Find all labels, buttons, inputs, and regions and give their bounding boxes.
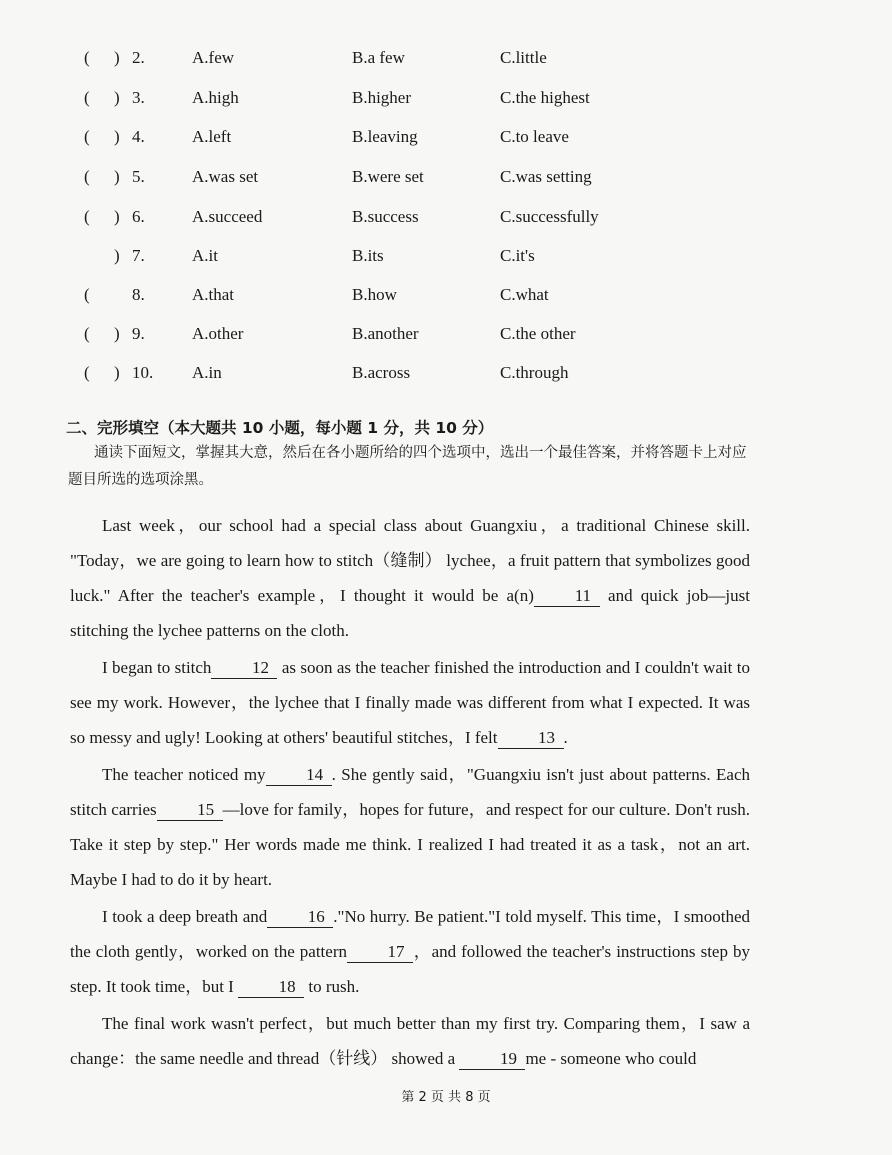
blank-17: 17 [347, 942, 413, 963]
passage-text: The final work wasn't perfect，but much better than my first try. Comparing them，I saw a change：the same needle and thread（针线） showed a [70, 1014, 750, 1068]
blank-11: 11 [534, 586, 600, 607]
blank-18: 18 [238, 977, 304, 998]
passage-paragraph [70, 508, 750, 648]
page-number: 第 2 页 共 8 页 [401, 1090, 491, 1105]
question-number: 8. [132, 285, 145, 304]
option-b: B.a few [352, 48, 405, 67]
paren-close: ) [114, 48, 120, 67]
blank-19: 19 [459, 1049, 525, 1070]
paren-open: ( [84, 127, 90, 146]
passage-paragraph [70, 757, 750, 897]
blank-16: 16 [267, 907, 333, 928]
option-a: A.succeed [192, 207, 263, 226]
option-c: C.it's [500, 246, 535, 265]
option-a: A.that [192, 285, 235, 304]
paren-close: ) [114, 246, 120, 265]
question-row [0, 207, 892, 237]
passage-text: me - someone who could [525, 1049, 697, 1068]
paren-close: ) [114, 207, 120, 226]
question-row [0, 363, 892, 393]
option-b: B.success [352, 207, 419, 226]
passage-text: Last week，our school had a special class about Guangxiu，a traditional Chinese skill. "Today，we are going to learn how to stitch（缝制） lychee，a fruit pattern that symbolizes good luck." After the teacher's example，I thought it would be a(n) [70, 516, 750, 605]
option-c: C.to leave [500, 127, 569, 146]
blank-12: 12 [211, 658, 277, 679]
question-row [0, 48, 892, 78]
question-number: 5. [132, 167, 145, 186]
paren-close: ) [114, 324, 120, 343]
section-instructions: 通读下面短文，掌握其大意，然后在各小题所给的四个选项中，选出一个最佳答案，并将答题卡上对应题目所选的选项涂黑。 [68, 445, 747, 488]
option-b: B.its [352, 246, 384, 265]
option-c: C.successfully [500, 207, 599, 226]
section-title: 二、完形填空（本大题共 10 小题，每小题 1 分，共 10 分） [66, 419, 494, 437]
question-number: 7. [132, 246, 145, 265]
paren-open: ( [84, 88, 90, 107]
passage-text: ，and followed the teacher's instructions step by step. It took time，but I [70, 942, 751, 996]
option-b: B.another [352, 324, 419, 343]
question-number: 6. [132, 207, 145, 226]
option-c: C.little [500, 48, 547, 67]
paren-open: ( [84, 48, 90, 67]
passage-text: as soon as the teacher finished the introduction and I couldn't wait to see my work. However，the lychee that I finally made was different from what I expected. It was so messy and ugly! Looking at others' beautiful stitches，I felt [70, 658, 750, 747]
option-b: B.leaving [352, 127, 418, 146]
option-c: C.the other [500, 324, 576, 343]
option-b: B.across [352, 363, 411, 382]
paren-open: ( [84, 324, 90, 343]
option-b: B.how [352, 285, 397, 304]
question-row [0, 167, 892, 197]
question-number: 3. [132, 88, 145, 107]
option-a: A.left [192, 127, 232, 146]
option-b: B.higher [352, 88, 412, 107]
passage-paragraph [70, 650, 750, 755]
question-number: 4. [132, 127, 145, 146]
paren-close: ) [114, 363, 120, 382]
blank-15: 15 [157, 800, 223, 821]
option-a: A.in [192, 363, 222, 382]
question-row [0, 88, 892, 118]
question-row [0, 324, 892, 354]
option-a: A.other [192, 324, 244, 343]
option-a: A.few [192, 48, 235, 67]
option-c: C.what [500, 285, 549, 304]
passage-text: . She gently said，"Guangxiu isn't just about patterns. Each stitch carries [70, 765, 750, 819]
blank-13: 13 [498, 728, 564, 749]
passage-text: I took a deep breath and [102, 907, 268, 926]
option-c: C.the highest [500, 88, 590, 107]
option-a: A.high [192, 88, 239, 107]
option-a: A.was set [192, 167, 259, 186]
option-b: B.were set [352, 167, 424, 186]
question-row [0, 246, 892, 276]
paren-close: ) [114, 127, 120, 146]
option-a: A.it [192, 246, 218, 265]
passage-text: and quick job—just stitching the lychee patterns on the cloth. [70, 586, 750, 640]
passage-text: I began to stitch [102, 658, 212, 677]
question-number: 10. [132, 363, 154, 382]
question-row [0, 127, 892, 157]
option-c: C.was setting [500, 167, 592, 186]
paren-open: ( [84, 207, 90, 226]
option-c: C.through [500, 363, 569, 382]
passage-paragraph [70, 1006, 750, 1076]
passage-paragraph [70, 899, 750, 1004]
paren-open: ( [84, 363, 90, 382]
paren-close: ) [114, 167, 120, 186]
question-number: 2. [132, 48, 145, 67]
passage-text: to rush. [304, 977, 360, 996]
paren-open: ( [84, 167, 90, 186]
question-row [0, 285, 892, 315]
cloze-passage [70, 508, 750, 1078]
paren-close: ) [114, 88, 120, 107]
passage-text: The teacher noticed my [102, 765, 266, 784]
passage-text: —love for family，hopes for future，and respect for our culture. Don't rush. Take it step by step." Her words made me think. I realized I had treated it as a task，not an art. Maybe I had to do it by heart. [70, 800, 750, 889]
question-number: 9. [132, 324, 145, 343]
blank-14: 14 [266, 765, 332, 786]
passage-text: . [563, 728, 568, 747]
passage-text: ."No hurry. Be patient."I told myself. This time，I smoothed the cloth gently，worked on the pattern [70, 907, 750, 961]
paren-open: ( [84, 285, 90, 304]
